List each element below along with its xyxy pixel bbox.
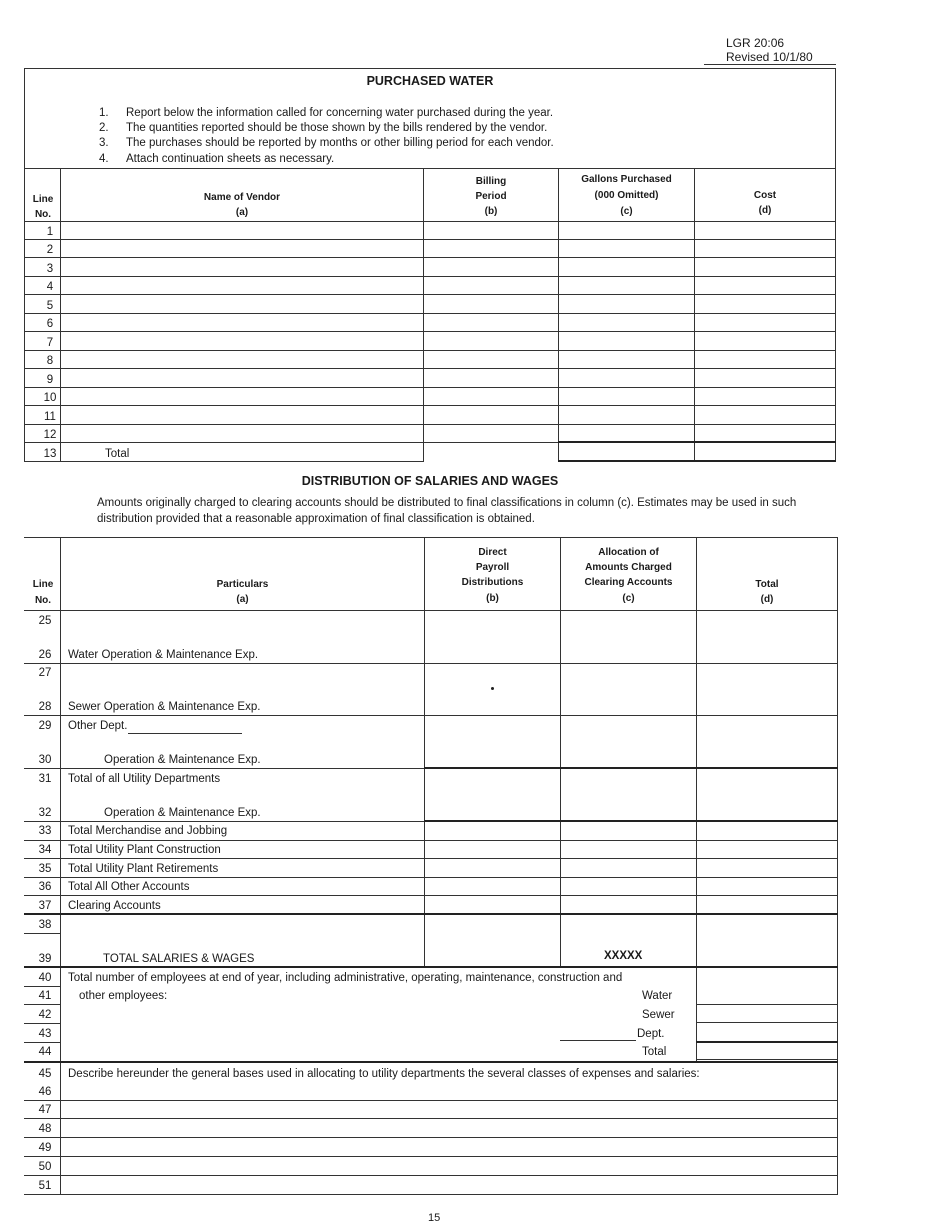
instruction-text: Attach continuation sheets as necessary. [126,153,335,165]
salaries-intro: distribution provided that a reasonable approximation of final classification is obtained. [97,513,535,525]
row-label: Sewer Operation & Maintenance Exp. [68,701,261,713]
line-number: 34 [38,844,52,856]
line-number: 30 [38,754,52,766]
employees-text: Total number of employees at end of year, including administrative, operating, maintenance, construction and [68,972,623,984]
form-id: LGR 20:06 [726,36,785,50]
line-number: 11 [44,411,56,423]
line-number: 10 [43,392,57,404]
instruction-number: 2. [99,122,109,134]
line-number: 1 [46,226,54,238]
total-header: Total [755,579,779,590]
line-header: Line [32,194,54,205]
total-salaries-label: TOTAL SALARIES & WAGES [103,953,255,965]
line-number: 12 [43,429,57,441]
row-label: Water Operation & Maintenance Exp. [68,649,259,661]
row-label: Total Merchandise and Jobbing [68,825,228,837]
row-label: Operation & Maintenance Exp. [104,807,261,819]
line-number: 41 [38,990,52,1002]
line-number: 25 [38,615,52,627]
cost-col-label: (d) [758,205,772,216]
no-header: No. [34,209,52,220]
employee-category: Sewer [642,1009,675,1021]
billing-header: Period [475,191,507,202]
alloc-header: Amounts Charged [585,562,672,573]
line-number: 47 [38,1104,52,1116]
xxxxx-marker: XXXXX [604,950,643,962]
instruction-text: Report below the information called for concerning water purchased during the year. [126,107,554,119]
line-number: 13 [43,448,57,460]
line-number: 27 [38,667,52,679]
gallons-header: (000 Omitted) [594,190,659,201]
vendor-header: Name of Vendor [203,192,281,203]
employee-category: Total [642,1046,667,1058]
instruction-number: 1. [99,107,109,119]
no-header: No. [34,595,52,606]
page-number: 15 [428,1212,441,1224]
particulars-col-label: (a) [236,594,249,605]
line-number: 38 [38,919,52,931]
billing-header: Billing [475,176,507,187]
line-number: 33 [38,825,52,837]
line-number: 50 [38,1161,52,1173]
line-number: 31 [38,773,52,785]
line-number: 44 [38,1046,52,1058]
particulars-header: Particulars [216,579,269,590]
line-number: 45 [38,1068,52,1080]
total-col-label: (d) [760,594,774,605]
alloc-col-label: (c) [622,593,635,604]
line-number: 48 [38,1123,52,1135]
direct-header: Direct [478,547,507,558]
line-number: 29 [38,720,52,732]
line-number: 6 [46,318,54,330]
line-number: 8 [46,355,54,367]
line-number: 3 [46,263,54,275]
employee-category: Water [642,990,673,1002]
alloc-header: Allocation of [598,547,659,558]
line-number: 37 [38,900,52,912]
line-number: 42 [38,1009,52,1021]
row-label: Other Dept. [68,720,128,732]
employee-category: Dept. [637,1028,665,1040]
line-number: 7 [46,337,54,349]
billing-col-label: (b) [484,206,498,217]
direct-header: Payroll [475,562,510,573]
line-number: 46 [38,1086,52,1098]
line-number: 26 [38,649,52,661]
line-number: 36 [38,881,52,893]
revision-date: Revised 10/1/80 [726,50,813,64]
direct-header: Distributions [461,577,524,588]
instruction-number: 4. [99,153,109,165]
instruction-text: The purchases should be reported by months or other billing period for each vendor. [126,137,554,149]
row-label: Total Utility Plant Construction [68,844,221,856]
bases-text: Describe hereunder the general bases used in allocating to utility departments the several classes of expenses and salaries: [68,1068,700,1080]
employees-text: other employees: [79,990,168,1002]
line-number: 51 [38,1180,52,1192]
salaries-intro: Amounts originally charged to clearing accounts should be distributed to final classifications in column (c). Estimates may be used in such [97,497,797,509]
instruction-text: The quantities reported should be those shown by the bills rendered by the vendor. [126,122,548,134]
salaries-title: DISTRIBUTION OF SALARIES AND WAGES [301,474,559,488]
line-number: 39 [38,953,52,965]
row-label: Operation & Maintenance Exp. [104,754,261,766]
direct-col-label: (b) [486,593,499,604]
gallons-header: Gallons Purchased [581,174,672,185]
line-number: 4 [46,281,54,293]
row-label: Total All Other Accounts [68,881,190,893]
vendor-col-label: (a) [235,207,249,218]
instruction-number: 3. [99,137,109,149]
gallons-col-label: (c) [620,206,633,217]
line-header: Line [32,579,54,590]
line-number: 5 [46,300,54,312]
total-label: Total [105,448,130,460]
alloc-header: Clearing Accounts [584,577,673,588]
cost-header: Cost [753,190,777,201]
line-number: 40 [38,972,52,984]
line-number: 28 [38,701,52,713]
line-number: 35 [38,863,52,875]
row-label: Total Utility Plant Retirements [68,863,219,875]
line-number: 32 [38,807,52,819]
line-number: 9 [46,374,54,386]
line-number: 49 [38,1142,52,1154]
row-label: Total of all Utility Departments [68,773,221,785]
purchased-water-title: PURCHASED WATER [366,74,494,88]
line-number: 2 [46,244,54,256]
line-number: 43 [38,1028,52,1040]
row-label: Clearing Accounts [68,900,161,912]
